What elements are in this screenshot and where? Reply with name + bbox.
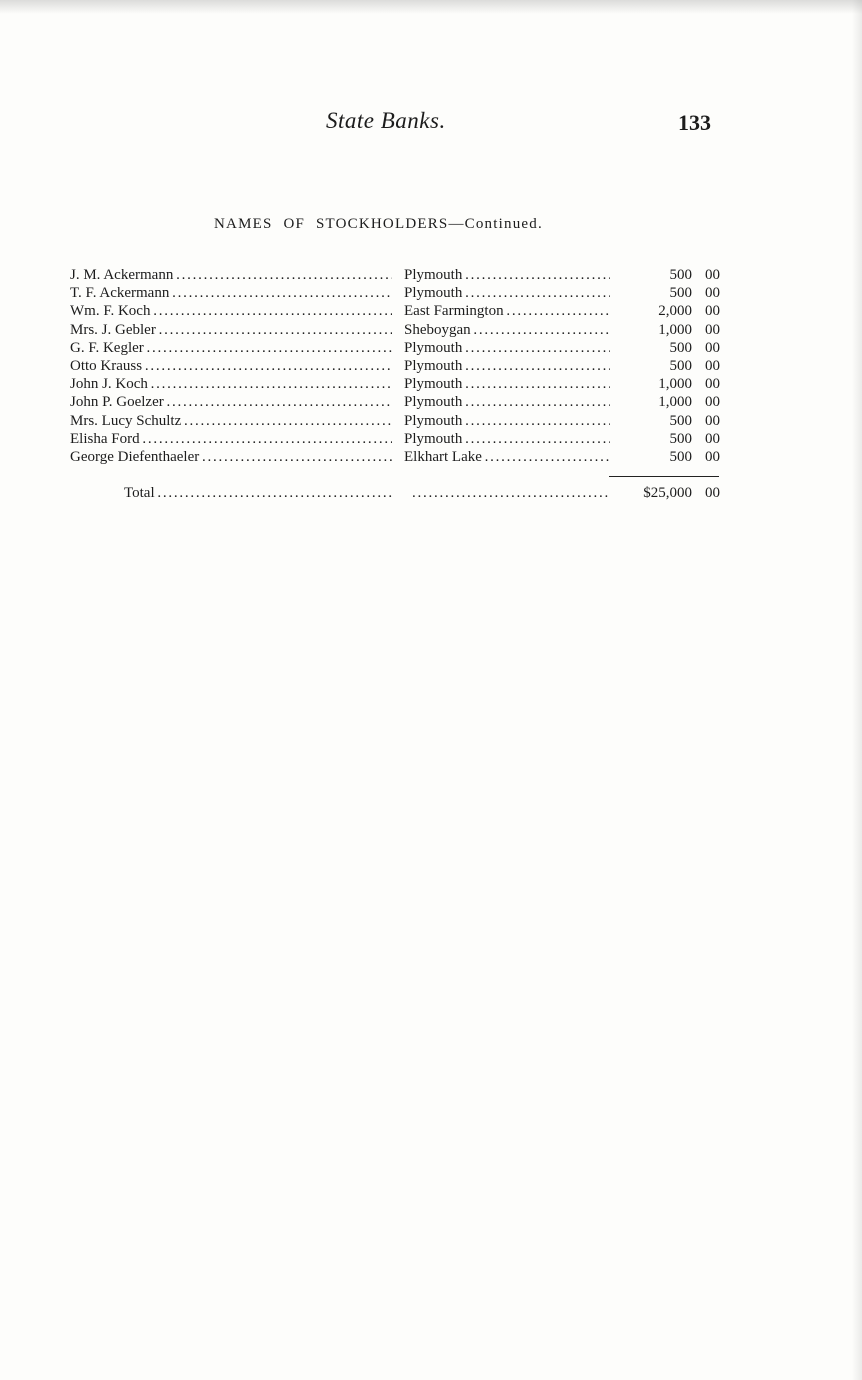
stock-amount: 500 (669, 448, 692, 465)
running-head (0, 108, 862, 142)
stock-cents: 00 (705, 321, 720, 338)
stock-amount: 500 (669, 430, 692, 447)
stockholder-name: Mrs. J. Gebler . . . (70, 321, 392, 339)
stock-cents: 00 (705, 285, 720, 302)
stockholder-place: Plymouth . . . (404, 284, 610, 302)
stockholder-place: Plymouth . . . (404, 430, 610, 448)
stock-amount: 500 (669, 412, 692, 429)
stock-cents: 00 (705, 339, 720, 356)
table-row (70, 339, 720, 357)
stockholder-name: John J. Koch . . . (70, 375, 392, 393)
stockholder-name: G. F. Kegler . . . (70, 339, 392, 357)
table-row (70, 412, 720, 430)
table-row (70, 430, 720, 448)
table-row (70, 393, 720, 411)
total-rule (609, 476, 719, 477)
stockholder-place: Plymouth . . . (404, 375, 610, 393)
running-title: State Banks. (326, 108, 446, 133)
stockholder-place: Plymouth . . . (404, 393, 610, 411)
total-cents: 00 (705, 485, 720, 501)
stockholder-place: Plymouth . . . (404, 266, 610, 284)
table-row (70, 302, 720, 320)
scan-edge-top (0, 0, 862, 14)
total-label: Total . . . (124, 485, 392, 502)
stock-cents: 00 (705, 303, 720, 320)
stock-amount: 2,000 (658, 303, 692, 320)
stockholders-table (70, 266, 720, 466)
stockholder-name: Elisha Ford . . . (70, 430, 392, 448)
stock-cents: 00 (705, 448, 720, 465)
table-row (70, 448, 720, 466)
stock-cents: 00 (705, 267, 720, 283)
stockholder-place: Plymouth . . . (404, 357, 610, 375)
scan-edge-right (852, 0, 862, 1380)
stock-cents: 00 (705, 430, 720, 447)
stock-amount: 1,000 (658, 394, 692, 411)
section-heading: NAMES OF STOCKHOLDERS—Continued. (214, 216, 543, 232)
total-leader (412, 485, 610, 502)
stock-amount: 500 (669, 357, 692, 374)
stockholder-name: George Diefenthaeler . . . (70, 448, 392, 466)
stockholder-place: Plymouth . . . (404, 412, 610, 430)
stockholder-name: Otto Krauss . . . (70, 357, 392, 375)
table-row (70, 375, 720, 393)
stock-cents: 00 (705, 394, 720, 411)
table-row (70, 266, 720, 284)
stock-cents: 00 (705, 357, 720, 374)
stockholder-place: Elkhart Lake . . . (404, 448, 610, 466)
stockholder-name: J. M. Ackermann . . . (70, 266, 392, 284)
table-row (70, 284, 720, 302)
stockholder-name: T. F. Ackermann . . . (70, 284, 392, 302)
table-row (70, 357, 720, 375)
stock-cents: 00 (705, 376, 720, 393)
stock-cents: 00 (705, 412, 720, 429)
stock-amount: 1,000 (658, 321, 692, 338)
table-row (70, 321, 720, 339)
stockholder-place: Plymouth . . . (404, 339, 610, 357)
page-number: 133 (678, 110, 711, 135)
total-amount: $25,000 (643, 485, 692, 501)
stockholder-place: Sheboygan . . . (404, 321, 610, 339)
stock-amount: 1,000 (658, 376, 692, 393)
stock-amount: 500 (669, 267, 692, 283)
total-row (70, 485, 720, 505)
stockholder-name: Mrs. Lucy Schultz . . . (70, 412, 392, 430)
stock-amount: 500 (669, 339, 692, 356)
stockholder-name: John P. Goelzer . . . (70, 393, 392, 411)
stockholder-name: Wm. F. Koch . . . (70, 302, 392, 320)
stock-amount: 500 (669, 285, 692, 302)
stockholder-place: East Farmington . . . (404, 302, 610, 320)
